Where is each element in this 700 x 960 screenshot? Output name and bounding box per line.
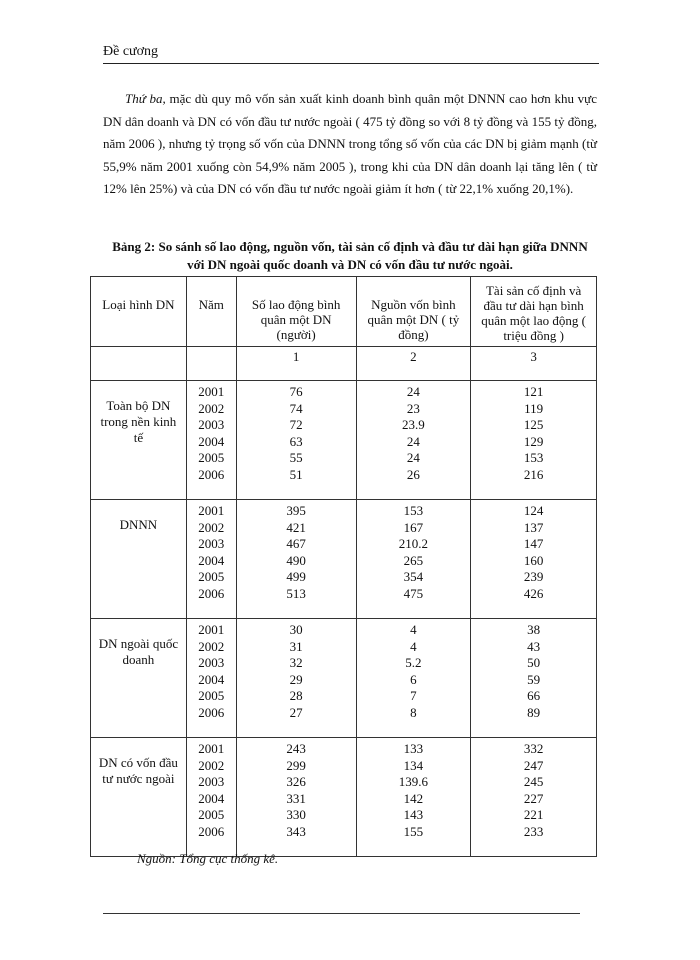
table-cell: 221 — [523, 807, 544, 823]
table-source: Nguồn: Tổng cục thống kê. — [137, 851, 279, 866]
table-cell: 395 — [286, 503, 306, 518]
footer-divider — [103, 913, 580, 914]
column-number: 1 — [236, 347, 356, 381]
group-name: DN ngoài quốc doanh — [91, 619, 187, 738]
group-assets — [471, 619, 597, 738]
table-cell: 2003 — [198, 417, 225, 433]
table-cell: 2005 — [198, 807, 225, 823]
table-cell: 2003 — [198, 774, 225, 790]
table-cell: 155 — [403, 823, 424, 839]
table-cell: 216 — [523, 466, 544, 482]
table-cell: 513 — [286, 585, 306, 601]
table-cell: 2001 — [198, 384, 225, 399]
table-cell: 24 — [406, 384, 420, 399]
group-years — [186, 619, 236, 738]
table-cell: 2002 — [198, 400, 225, 416]
group-capital — [356, 619, 471, 738]
group-capital — [356, 500, 471, 619]
table-cell: 72 — [289, 417, 303, 433]
table-cell: 167 — [403, 519, 424, 535]
table-cell: 28 — [289, 688, 303, 704]
table-cell: 142 — [403, 790, 424, 806]
group-capital — [356, 738, 471, 857]
header-labor: Số lao động bình quân một DN (người) — [236, 277, 356, 347]
table-cell: 2006 — [198, 704, 225, 720]
table-cell: 2005 — [198, 569, 225, 585]
group-years — [186, 500, 236, 619]
table-cell: 129 — [523, 433, 544, 449]
paragraph-body: mặc dù quy mô vốn sản xuất kinh doanh bình quân một DNNN cao hơn khu vực DN dân doanh và DN có vốn đầu tư nước ngoài ( 475 tỷ đồng so với 8 tỷ đồng và 155 tỷ đồng, năm 2006 ), nhưng tỷ trọng số vốn của DNNN trong tổng số vốn của các DN bị giảm mạnh (từ 55,9% năm 2001 xuống còn 54,9% năm 2005 ), trong khi của DN dân doanh lại tăng lên ( từ 12% lên 25%) và của DN có vốn đầu tư nước ngoài giảm ít hơn ( từ 22,1% xuống 20,1%). — [103, 91, 597, 197]
table-cell: 2004 — [198, 790, 225, 806]
table-cell: 119 — [524, 400, 544, 416]
table-cell: 4 — [410, 622, 417, 637]
group-name: DN có vốn đầu tư nước ngoài — [91, 738, 187, 857]
header-year: Năm — [186, 277, 236, 347]
header-divider — [103, 63, 599, 64]
paragraph-lead: Thứ ba, — [125, 91, 166, 106]
group-labor — [236, 619, 356, 738]
group-name: Toàn bộ DN trong nền kinh tế — [91, 381, 187, 500]
table-cell: 2001 — [198, 622, 225, 637]
table-cell: 243 — [286, 741, 306, 756]
group-labor — [236, 738, 356, 857]
table-cell: 4 — [410, 638, 417, 654]
table-cell: 137 — [523, 519, 544, 535]
table-cell: 227 — [523, 790, 544, 806]
table-cell: 147 — [523, 536, 544, 552]
body-paragraph — [103, 88, 597, 201]
table-cell: 2003 — [198, 655, 225, 671]
table-cell: 265 — [403, 552, 424, 568]
table-cell: 331 — [286, 790, 306, 806]
table-cell: 27 — [289, 704, 303, 720]
table-cell: 160 — [523, 552, 544, 568]
table-cell: 24 — [406, 433, 420, 449]
table-cell: 2002 — [198, 757, 225, 773]
table-cell: 55 — [289, 450, 303, 466]
group-years — [186, 381, 236, 500]
table-cell: 50 — [527, 655, 541, 671]
group-assets — [471, 381, 597, 500]
table-cell: 66 — [527, 688, 541, 704]
table-cell: 32 — [289, 655, 303, 671]
table-cell: 247 — [523, 757, 544, 773]
table-cell: 299 — [286, 757, 306, 773]
group-labor — [236, 500, 356, 619]
column-number-row — [91, 347, 597, 381]
table-cell: 143 — [403, 807, 424, 823]
table-header-row — [91, 277, 597, 347]
table-cell: 124 — [523, 503, 544, 518]
table-cell: 139.6 — [398, 774, 429, 790]
table-group-row — [91, 619, 597, 738]
table-cell: 421 — [286, 519, 306, 535]
table-cell: 74 — [289, 400, 303, 416]
table-cell: 2001 — [198, 741, 225, 756]
table-cell: 354 — [403, 569, 424, 585]
table-cell: 233 — [523, 823, 544, 839]
table-cell: 29 — [289, 671, 303, 687]
table-cell: 2006 — [198, 823, 225, 839]
column-number: 3 — [471, 347, 597, 381]
group-labor — [236, 381, 356, 500]
table-cell: 245 — [523, 774, 544, 790]
table-cell: 125 — [523, 417, 544, 433]
comparison-table — [90, 276, 597, 857]
header-capital: Nguồn vốn bình quân một DN ( tỷ đồng) — [356, 277, 471, 347]
table-cell: 2002 — [198, 638, 225, 654]
table-cell: 6 — [410, 671, 417, 687]
table-cell: 2006 — [198, 466, 225, 482]
table-cell: 475 — [403, 585, 424, 601]
table-cell: 326 — [286, 774, 306, 790]
table-cell: 426 — [523, 585, 544, 601]
table-cell: 7 — [410, 688, 417, 704]
table-cell: 239 — [523, 569, 544, 585]
table-cell: 133 — [403, 741, 424, 756]
table-cell: 499 — [286, 569, 306, 585]
table-cell: 2004 — [198, 552, 225, 568]
table-cell: 210.2 — [398, 536, 429, 552]
table-cell: 5.2 — [405, 655, 422, 671]
table-cell: 76 — [289, 384, 303, 399]
table-cell: 2006 — [198, 585, 225, 601]
table-cell: 2004 — [198, 433, 225, 449]
table-cell: 30 — [289, 622, 303, 637]
group-assets — [471, 738, 597, 857]
table-caption: Bảng 2: So sánh số lao động, nguồn vốn, tài sản cố định và đầu tư dài hạn giữa DNNN với DN ngoài quốc doanh và DN có vốn đầu tư nước ngoài. — [112, 239, 588, 272]
table-cell: 26 — [406, 466, 420, 482]
table-cell: 2001 — [198, 503, 225, 518]
table-cell: 2002 — [198, 519, 225, 535]
table-cell: 38 — [527, 622, 541, 637]
page-header: Đề cương — [103, 44, 159, 59]
table-cell: 23 — [406, 400, 420, 416]
table-cell: 153 — [403, 503, 424, 518]
table-group-row — [91, 738, 597, 857]
group-assets — [471, 500, 597, 619]
header-assets: Tài sản cố định và đầu tư dài hạn bình quân một lao động ( triệu đồng ) — [471, 277, 597, 347]
table-cell: 467 — [286, 536, 306, 552]
table-cell: 153 — [523, 450, 544, 466]
group-years — [186, 738, 236, 857]
table-cell: 24 — [406, 450, 420, 466]
table-cell: 490 — [286, 552, 306, 568]
table-cell: 332 — [523, 741, 544, 756]
column-number: 2 — [356, 347, 471, 381]
table-cell: 121 — [523, 384, 544, 399]
table-body — [91, 381, 597, 857]
table-cell: 2005 — [198, 450, 225, 466]
header-type: Loại hình DN — [91, 277, 187, 347]
table-group-row — [91, 500, 597, 619]
table-cell: 51 — [289, 466, 303, 482]
table-cell: 8 — [410, 704, 417, 720]
table-cell: 2003 — [198, 536, 225, 552]
table-cell: 89 — [527, 704, 541, 720]
table-cell: 343 — [286, 823, 306, 839]
table-group-row — [91, 381, 597, 500]
table-cell: 134 — [403, 757, 424, 773]
table-cell: 59 — [527, 671, 541, 687]
group-name: DNNN — [91, 500, 187, 619]
table-cell: 2005 — [198, 688, 225, 704]
table-cell: 2004 — [198, 671, 225, 687]
table-cell: 43 — [527, 638, 541, 654]
table-cell: 63 — [289, 433, 303, 449]
table-cell: 330 — [286, 807, 306, 823]
table-cell: 23.9 — [402, 417, 425, 433]
group-capital — [356, 381, 471, 500]
table-cell: 31 — [289, 638, 303, 654]
